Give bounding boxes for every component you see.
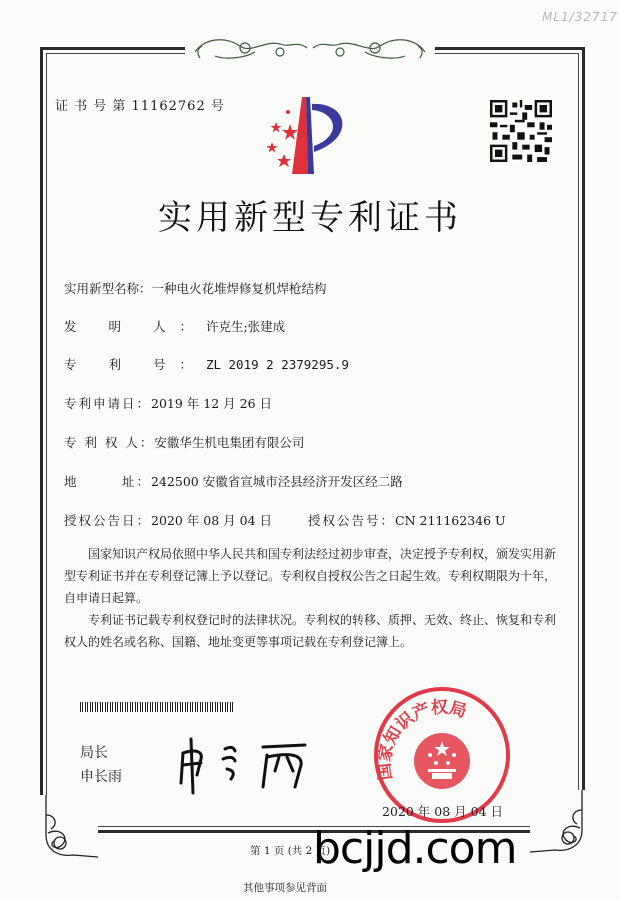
field-value: 一种电火花堆焊修复机焊枪结构 (151, 281, 327, 296)
bottom-right-ornament-icon (530, 790, 590, 860)
signatory-name: 申长雨 (80, 769, 122, 785)
field-inventor (64, 317, 285, 335)
certificate-title: 实用新型专利证书 (158, 198, 462, 238)
body-paragraph-1: 国家知识产权局依照中华人民共和国专利法经过初步审查，决定授予专利权，颁发实用新型专利证书并在专利登记簿上予以登记。专利权自授权公告之日起生效。专利权期限为十年，自申请日起算。 (64, 547, 557, 605)
seal-text: 国家知识产权局 (374, 697, 469, 782)
field-value: 许克生;张建成 (205, 319, 286, 334)
field-patent-number (64, 355, 349, 373)
field-label: 授权公告号： (308, 513, 396, 528)
seal-date: 2020 年 08 月 04 日 (382, 804, 503, 819)
bottom-left-ornament-icon (38, 795, 98, 865)
body-paragraph-2: 专利证书记载专利权登记时的法律状况。专利权的转移、质押、无效、终止、恢复和专利权人的姓名或名称、国籍、地址变更等事项记载在专利登记簿上。 (64, 613, 557, 649)
field-label: 专 利 权 人： (64, 435, 155, 450)
signature-icon (175, 735, 325, 795)
certificate-number (55, 95, 225, 114)
certificate-number-suffix: 号 (210, 99, 225, 114)
cnipa-logo-icon (262, 92, 362, 177)
field-grant-announcement-date (64, 511, 272, 529)
back-note: 其他事项参见背面 (243, 882, 327, 894)
certificate-number-value: 11162762 (131, 99, 206, 114)
field-value: 安徽华生机电集团有限公司 (154, 435, 305, 450)
field-label: 专 利 号： (64, 357, 206, 372)
handwritten-note: ML1/32717 (542, 10, 618, 24)
field-label: 地 址： (64, 474, 152, 489)
field-patentee (64, 433, 304, 451)
certificate-body (64, 543, 564, 653)
field-value: 2020 年 08 月 04 日 (151, 513, 273, 528)
page-indicator: 第 1 页 (共 2 页) (250, 845, 331, 857)
field-address (64, 472, 403, 490)
certificate-number-label: 证 书 号 第 (55, 99, 127, 114)
field-label: 专利申请日： (64, 396, 152, 411)
field-value: 242500 安徽省宣城市泾县经济开发区经二路 (151, 474, 403, 489)
watermark: bcjjd.com (313, 823, 517, 874)
field-value: ZL 2019 2 2379295.9 (205, 357, 349, 372)
signatory-title: 局长 (80, 745, 108, 761)
field-label: 实用新型名称： (64, 281, 152, 296)
field-grant-announcement-number (308, 511, 506, 529)
top-ornament-icon (185, 30, 435, 66)
field-label: 授权公告日： (64, 513, 152, 528)
field-value: CN 211162346 U (395, 513, 506, 528)
barcode-icon (80, 702, 235, 712)
field-utility-model-name (64, 279, 327, 297)
qr-code-icon (490, 100, 552, 162)
field-application-date (64, 394, 272, 412)
field-value: 2019 年 12 月 26 日 (151, 396, 273, 411)
field-label: 发 明 人： (64, 319, 206, 334)
